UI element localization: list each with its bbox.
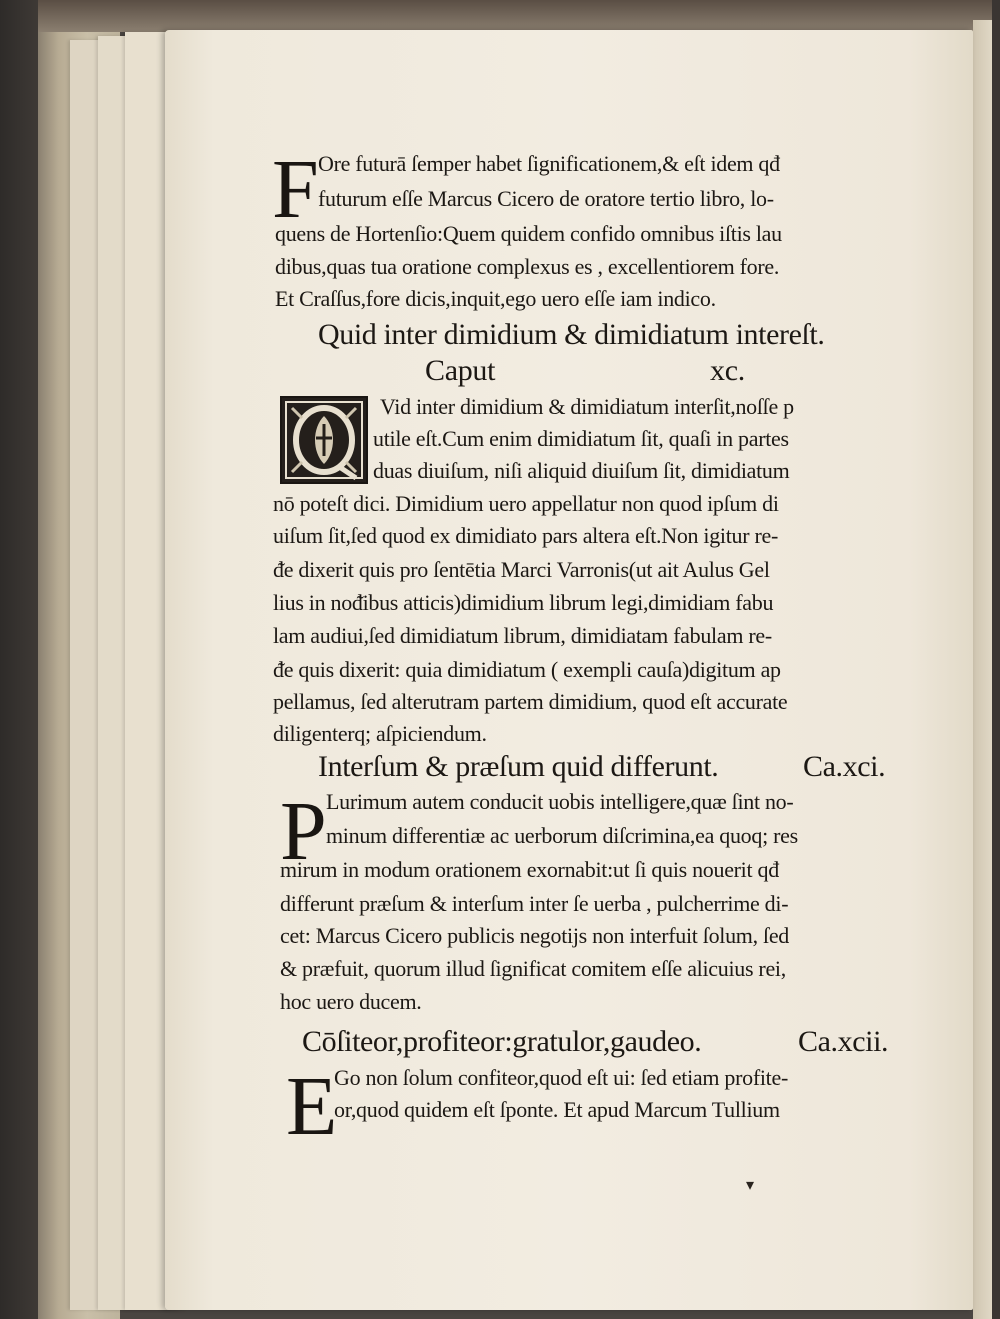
chapter-heading: Interſum & præſum quid differunt. bbox=[318, 750, 719, 783]
chapter-number: xc. bbox=[710, 354, 745, 387]
text-line: uiſum ſit,ſed quod ex dimidiato pars altera eſt.Non igitur re- bbox=[273, 523, 778, 548]
drop-cap-f: F bbox=[272, 143, 319, 236]
text-line: Ore futurā ſemper habet ſignificationem,& eſt idem qđ bbox=[318, 151, 780, 176]
chapter-heading: Cōſiteor,profiteor:gratulor,gaudeo. bbox=[302, 1025, 702, 1058]
text-line: pellamus, ſed alterutram partem dimidium, quod eſt accurate bbox=[273, 689, 788, 714]
text-line: Lurimum autem conducit uobis intelligere,quæ ſint no- bbox=[326, 789, 794, 814]
text-line: cet: Marcus Cicero publicis negotijs non interfuit ſolum, ſed bbox=[280, 923, 789, 948]
text-line: differunt præſum & interſum inter ſe uerba , pulcherrime di- bbox=[280, 891, 789, 916]
text-line: lam audiui,ſed dimidiatum librum, dimidiatam fabulam re- bbox=[273, 623, 772, 648]
text-line: Go non ſolum confiteor,quod eſt ui: ſed etiam profite- bbox=[334, 1065, 788, 1090]
text-line: utile eſt.Cum enim dimidiatum ſit, quaſi in partes bbox=[373, 426, 789, 451]
text-line: futurum eſſe Marcus Cicero de oratore tertio libro, lo- bbox=[318, 186, 774, 211]
drop-cap-e: E bbox=[286, 1060, 338, 1153]
text-line: mirum in modum orationem exornabit:ut ſi quis nouerit qđ bbox=[280, 857, 779, 882]
text-line: Et Craſſus,fore dicis,inquit,ego uero eſſe iam indico. bbox=[275, 286, 716, 311]
text-line: minum differentiæ ac uerborum diſcrimina,ea quoq; res bbox=[326, 823, 798, 848]
woodcut-initial-q-icon bbox=[280, 396, 368, 484]
text-line: & præfuit, quorum illud ſignificat comitem eſſe alicuius rei, bbox=[280, 956, 786, 981]
drop-cap-p: P bbox=[280, 785, 327, 878]
text-line: Vid inter dimidium & dimidiatum interſit,noſſe p bbox=[380, 394, 794, 419]
text-line: hoc uero ducem. bbox=[280, 989, 422, 1014]
page-mark: ▾ bbox=[746, 1177, 755, 1194]
text-line: quens de Hortenſio:Quem quidem confido omnibus iſtis lau bbox=[275, 221, 782, 246]
text-line: diligenterq; aſpiciendum. bbox=[273, 721, 487, 746]
text-line: nō poteſt dici. Dimidium uero appellatur non quod ipſum di bbox=[273, 491, 779, 516]
text-line: or,quod quidem eſt ſponte. Et apud Marcum Tullium bbox=[334, 1097, 780, 1122]
text-line: dibus,quas tua oratione complexus es , excellentiorem fore. bbox=[275, 254, 780, 279]
chapter-number: Ca.xci. bbox=[803, 750, 886, 783]
text-line: duas diuiſum, niſi aliquid diuiſum ſit, dimidiatum bbox=[373, 458, 790, 483]
text-line: ᵭe quis dixerit: quia dimidiatum ( exempli cauſa)digitum ap bbox=[273, 657, 781, 682]
text-line: lius in noᵭibus atticis)dimidium librum legi,dimidiam fabu bbox=[273, 590, 774, 615]
chapter-number: Ca.xcii. bbox=[798, 1025, 889, 1058]
text-line: ᵭe dixerit quis pro ſentētia Marci Varronis(ut ait Aulus Gel bbox=[273, 557, 770, 582]
chapter-caput: Caput bbox=[425, 354, 496, 387]
chapter-heading: Quid inter dimidium & dimidiatum intereſt. bbox=[318, 318, 825, 351]
